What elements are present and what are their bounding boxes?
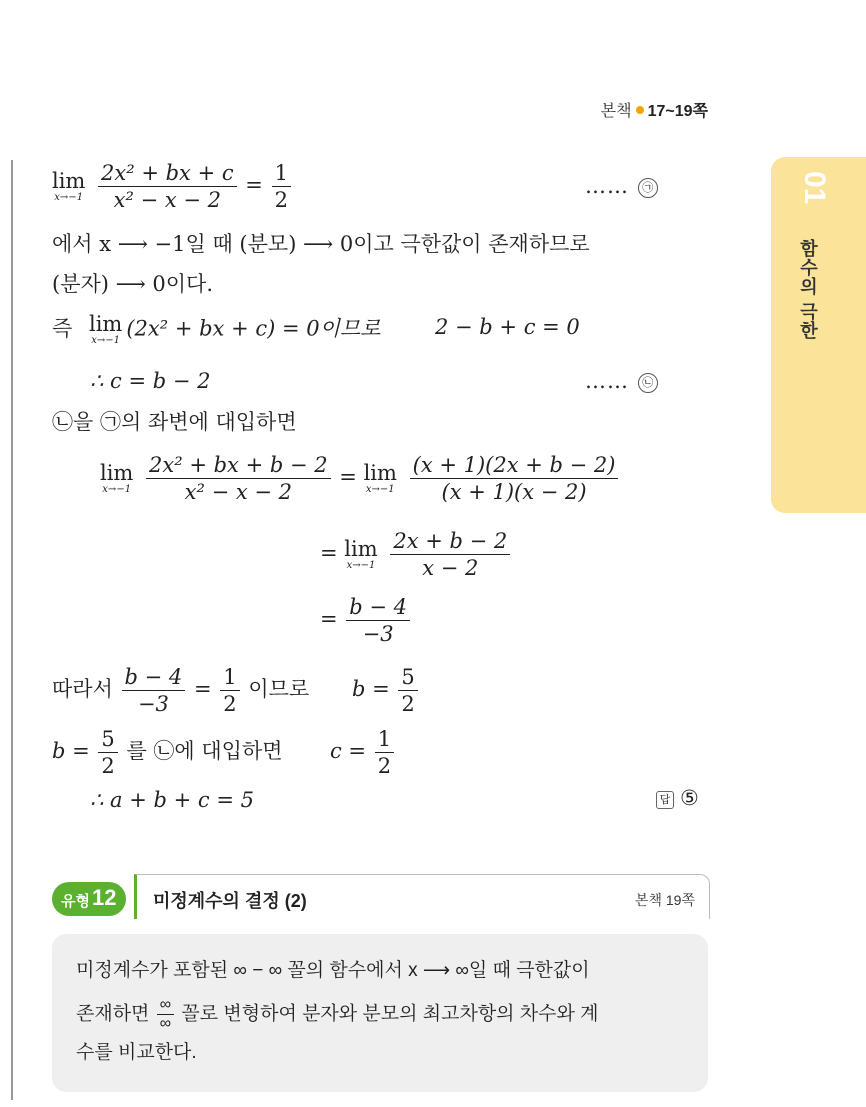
- answer-icon: 답: [656, 791, 674, 809]
- type-reference: 본책 19쪽: [634, 892, 695, 908]
- fraction: $\frac{(x + 1)(2x + b - 2)}{(x + 1)(x - 2)}$: [410, 452, 619, 505]
- fraction-one-half: $\frac{1}{2}$: [220, 664, 239, 717]
- solution-line-1: lim x→−1 $\frac{\text{2x² + bx + c}}{\text{x² − x − 2}}$ = $\frac{1}{2}$: [52, 160, 293, 213]
- note-line-2: 존재하면 $\frac{\infty}{\infty}$ 꼴로 변형하여 분자와 분모의 최고차항의 차수와 계: [76, 996, 599, 1032]
- type-title: 미정계수의 결정 (2): [153, 891, 307, 911]
- limit-operator: lim x→−1: [344, 536, 378, 571]
- answer: [656, 786, 699, 810]
- solution-line-10: 따라서 $\frac{b - 4}{-3}$ = $\frac{1}{2}$ 이므로: [52, 665, 310, 716]
- solution-line-3: (분자) ⟶ 0이다.: [52, 272, 214, 296]
- chapter-title: 함수의 극한: [798, 239, 818, 341]
- type-header: [52, 874, 708, 922]
- equation-tag-1: …… ㉠: [585, 172, 660, 200]
- solution-line-2: 에서 x ⟶ −1일 때 (분모) ⟶ 0이고 극한값이 존재하므로: [52, 232, 590, 256]
- fraction-five-halves: $\frac{5}{2}$: [398, 664, 417, 717]
- fraction-one-half: $\frac{1}{2}$: [272, 160, 291, 213]
- bullet-dot-icon: [636, 106, 644, 114]
- limit-operator: lim x→−1: [52, 168, 86, 203]
- left-margin-rule: [11, 160, 13, 1100]
- solution-line-12: ∴ a + b + c = 5: [90, 788, 254, 812]
- page-range: 17~19쪽: [647, 103, 708, 120]
- solution-line-9: = $\frac{b - 4}{-3}$: [320, 594, 412, 647]
- note-line-1: 미정계수가 포함된 ∞ − ∞ 꼴의 함수에서 x ⟶ ∞일 때 극한값이: [76, 960, 590, 981]
- chapter-side-tab: [771, 157, 866, 513]
- fraction: $\frac{\text{2x² + bx + c}}{\text{x² − x − 2}}$: [98, 160, 237, 213]
- fraction-one-half: $\frac{1}{2}$: [375, 726, 394, 779]
- limit-operator: lim x→−1: [88, 312, 123, 346]
- page-reference: [601, 98, 708, 121]
- limit-operator: lim x→−1: [100, 460, 134, 495]
- type-note-box: [52, 934, 708, 1092]
- solution-line-10-result: b = $\frac{5}{2}$: [352, 664, 420, 717]
- fraction: $\frac{b - 4}{-3}$: [346, 594, 410, 647]
- solution-line-4: 즉 lim x→−1 (2x² + bx + c) = 0이므로: [52, 312, 381, 346]
- answer-choice: ⑤: [680, 786, 699, 810]
- solution-line-5: ∴ c = b − 2: [90, 369, 211, 393]
- solution-line-4-result: 2 − b + c = 0: [435, 315, 580, 339]
- type-title-bar: [134, 874, 710, 919]
- fraction: $\frac{2x + b - 2}{x - 2}$: [390, 528, 510, 581]
- infinity-fraction: $\frac{\infty}{\infty}$: [157, 996, 174, 1033]
- solution-line-7: lim x→−1 $\frac{\text{2x² + bx + b − 2}}{\text{x² − x − 2}}$ = lim x→−1 $\frac{(x + 1)(2x + b - 2)}{(x + 1)(x - 2)}$: [100, 452, 620, 505]
- fraction: $\frac{\text{2x² + bx + b − 2}}{\text{x² − x − 2}}$: [146, 452, 331, 505]
- solution-line-8: = lim x→−1 $\frac{2x + b - 2}{x - 2}$: [320, 528, 512, 581]
- equation-tag-2: …… ㉡: [585, 367, 660, 395]
- limit-operator: lim x→−1: [363, 460, 397, 495]
- book-label: 본책: [600, 103, 632, 120]
- type-badge: 유형 12: [52, 882, 126, 916]
- fraction-five-halves: $\frac{5}{2}$: [98, 726, 117, 779]
- solution-line-11: b = $\frac{5}{2}$ 를 ㉡에 대입하면: [52, 727, 283, 778]
- solution-line-11-result: c = $\frac{1}{2}$: [330, 726, 396, 779]
- solution-line-6: ㉡을 ㉠의 좌변에 대입하면: [52, 410, 297, 434]
- chapter-number: 01: [798, 171, 831, 205]
- fraction: $\frac{b - 4}{-3}$: [122, 664, 186, 717]
- note-line-3: 수를 비교한다.: [76, 1042, 197, 1063]
